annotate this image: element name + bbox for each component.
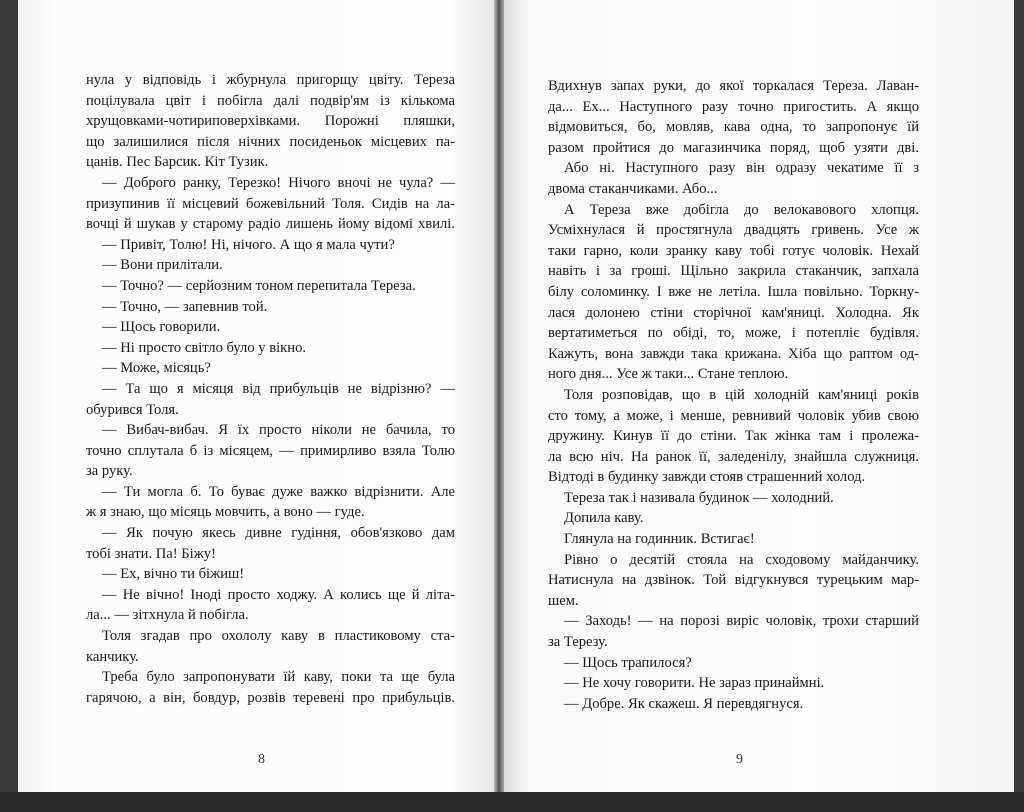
text-line: — Щось трапилося? [564,654,692,671]
text-line: Кажуть, вона завжди така крижана. Хіба що раптом од- [548,345,919,362]
left-page [18,0,496,800]
scan-background [0,792,1024,812]
text-line: навіть і за гроші. Щільно закрила стаканчик, запхала [548,263,919,280]
text-line: шем. [548,592,579,609]
text-line: — Не хочу говорити. Не зараз принаймні. [564,675,825,692]
right-page [502,0,1014,800]
text-line: дружину. Кинув її до стіни. Так жінка там і пролежа- [548,428,919,445]
text-line: білу соломинку. І вже не летіла. Ішла повільно. Торкну- [548,283,919,300]
text-line: — Добре. Як скажеш. Я перевдягнуся. [564,695,804,712]
text-line: таки гарно, коли зранку каву тобі готує чоловік. Нехай [548,242,919,259]
text-line: Усміхнулася й простягнула двадцять гривень. Усе ж [548,222,919,239]
text-line: Або ні. Наступного разу він одразу чекатиме її з [564,160,919,177]
text-line: Допила каву. [564,510,644,527]
text-line: тобі знати. Па! Біжу! [86,545,216,562]
text-line: ного дня... Усе ж таки... Стане теплою. [548,366,789,383]
text-line: за руку. [86,463,133,480]
text-line: канчику. [86,648,139,665]
text-line: — Привіт, Толю! Ні, нічого. А що я мала чути? [102,236,395,253]
text-line: Толя згадав про охололу каву в пластиковому ста- [102,628,455,645]
text-line: — Ти могла б. То буває дуже важко відрізнити. Але [102,483,455,500]
text-line: ла всю ніч. На ранок її, заледенілу, знайшла служниця. [548,448,919,465]
text-line: обурився Толя. [86,401,179,418]
text-line: Треба було запропонувати їй каву, поки та ще була [102,669,455,686]
text-line: сто тому, а може, і менше, ревнивий чоловік убив свою [548,407,919,424]
text-line: лася долонею стіни сторічної кам'яниці. Холодна. Як [548,304,919,321]
page-number-left: 8 [258,752,265,767]
text-line: гарячою, а він, бовдур, розвів теревені про прибульців. [86,689,455,706]
text-line: А Тереза вже добігла до велокавового хлопця. [564,201,919,218]
book-gutter [494,0,504,800]
text-line: — Вибач-вибач. Я їх просто ніколи не бачила, то [102,422,455,439]
text-line: хрущовками-чотириповерхівками. Порожні пляшки, [86,113,455,130]
text-line: да... Ех... Наступного разу точно пригостить. А якщо [548,98,919,115]
left-page-text [86,70,456,708]
text-line: — Ех, вічно ти біжиш! [102,566,245,583]
text-line: точно сплутала б із місяцем, — примирливо взяла Толю [86,442,456,459]
text-line: вочці й шукав у старому радіо лишень йому відомі хвилі. [86,216,455,233]
text-line: — Як почую якесь дивне гудіння, обов'язково дам [102,525,455,542]
text-line: відмовиться, бо, мовляв, кава одна, то запропонує їй [548,119,919,136]
text-line: Вдихнув запах руки, до якої торкалася Тереза. Лаван- [548,78,919,94]
text-line: поцілувала цвіт і побігла далі подвір'ям із кількома [86,92,455,109]
page-number-right: 9 [736,752,743,767]
text-line: ж я знаю, що місяць мовчить, а воно — гуде. [86,504,365,521]
text-line: Натиснула на дзвінок. Той відгукнувся турецьким мар- [548,572,919,589]
text-line: ла... — зітхнула й побігла. [86,607,249,624]
text-line: — Ні просто світло було у вікно. [102,339,307,356]
text-line: Відтоді в будинку завжди стояв страшенний холод. [548,469,866,486]
text-line: цанів. Пес Барсик. Кіт Тузик. [86,154,269,171]
text-line: двома стаканчиками. Або... [548,180,718,197]
text-line: нула у відповідь і жбурнула пригорщу цвіту. Тереза [86,72,455,88]
text-line: вертатиметься по обіді, то, може, і потепліє будівля. [548,325,919,342]
text-line: — Вони прилітали. [102,257,223,274]
text-line: — Не вічно! Іноді просто ходжу. А колись ще й літа- [102,586,455,603]
right-page-text [548,76,920,714]
text-line: — Може, місяць? [102,360,211,377]
text-line: — Точно? — серйозним тоном перепитала Тереза. [102,277,416,294]
text-line: Глянула на годинник. Встигає! [564,531,755,548]
text-line: — Та що я місяця від прибульців не відрізню? — [102,380,455,397]
text-line: що залишилися після нічних посиденьок місцевих па- [86,133,455,150]
text-line: разом пройтися до магазинчика поряд, щоб узяти дві. [548,139,919,156]
text-line: — Доброго ранку, Терезко! Нічого вночі не чула? — [102,174,455,191]
text-line: — Заходь! — на порозі виріс чоловік, трохи старший [564,613,919,630]
text-line: Тереза так і називала будинок — холодний. [564,489,834,506]
text-line: — Щось говорили. [102,319,221,336]
text-line: за Терезу. [548,634,608,651]
text-line: Толя розповідав, що в цій холодній кам'яниці років [564,386,919,403]
text-line: Рівно о десятій стояла на сходовому майданчику. [564,551,919,568]
text-line: призупинив її місцевий божевільний Толя. Сидів на ла- [86,195,455,212]
text-line: — Точно, — запевнив той. [102,298,268,315]
